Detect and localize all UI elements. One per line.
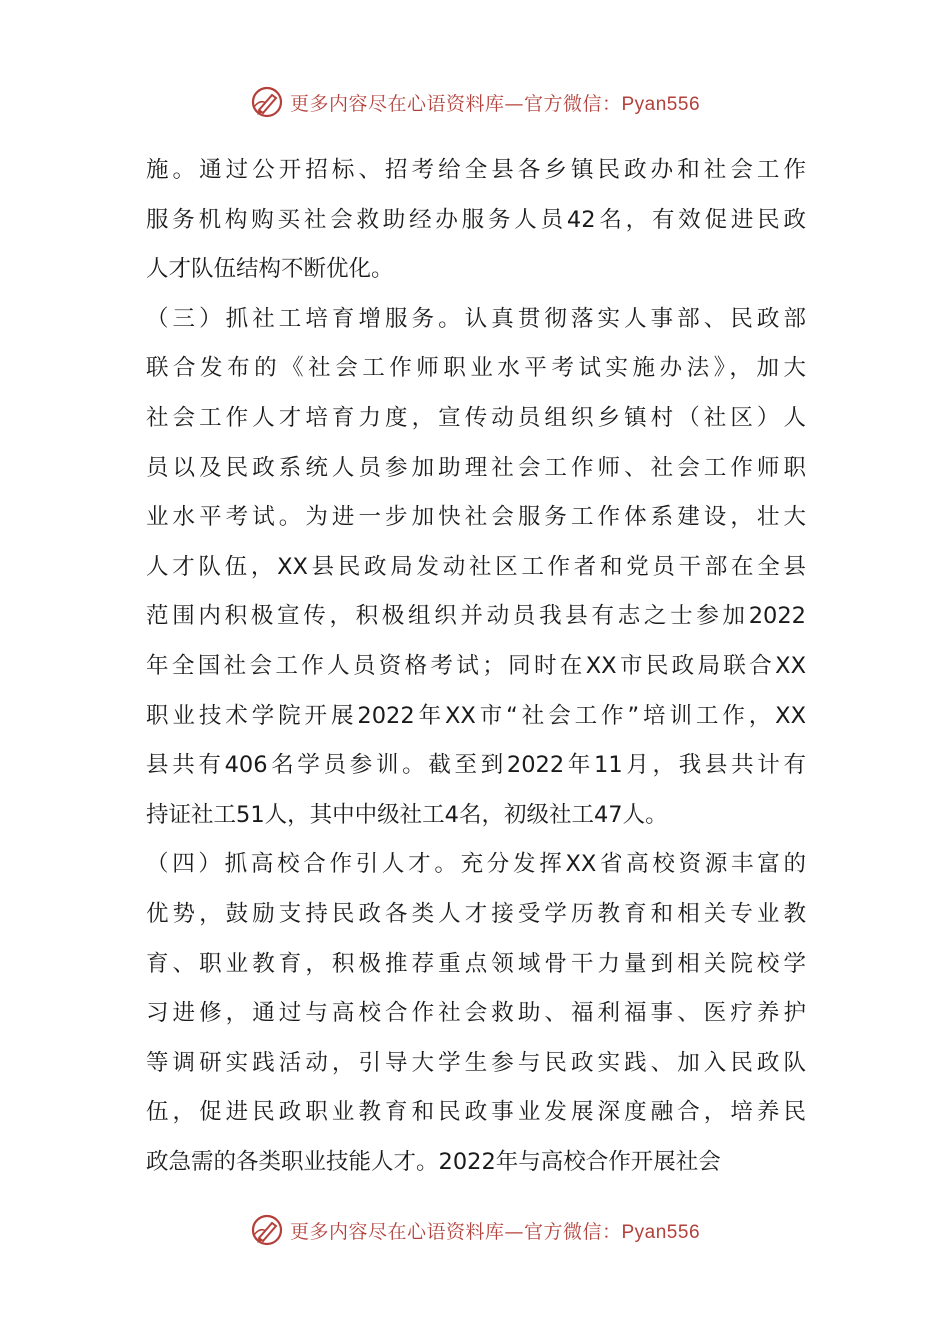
text-line: （四）抓高校合作引人才。充分发挥XX省高校资源丰富的 <box>146 851 806 878</box>
text-line: 伍，促进民政职业教育和民政事业发展深度融合，培养民 <box>146 1099 806 1126</box>
text-line: 持证社工51人，其中中级社工4名，初级社工47人。 <box>146 801 668 828</box>
watermark-text <box>290 89 700 116</box>
watermark-wechat-id: Pyan556 <box>621 1221 701 1243</box>
pen-logo-icon <box>250 1213 284 1247</box>
text-line: 政急需的各类职业技能人才。2022年与高校合作开展社会 <box>146 1148 721 1175</box>
pen-logo-icon <box>250 85 284 119</box>
footer-watermark <box>0 1210 950 1250</box>
text-line: 年全国社会工作人员资格考试；同时在XX市民政局联合XX <box>146 652 806 679</box>
text-line: 习进修，通过与高校合作社会救助、福利福事、医疗养护 <box>146 1000 806 1027</box>
text-line: 育、职业教育，积极推荐重点领域骨干力量到相关院校学 <box>146 950 806 977</box>
text-line: 人才队伍，XX县民政局发动社区工作者和党员干部在全县 <box>146 553 806 580</box>
text-line: 范围内积极宣传，积极组织并动员我县有志之士参加2022 <box>146 603 806 630</box>
text-line: 等调研实践活动，引导大学生参与民政实践、加入民政队 <box>146 1049 806 1076</box>
watermark-label: 更多内容尽在心语资料库—官方微信： <box>289 92 622 115</box>
text-line: 联合发布的《社会工作师职业水平考试实施办法》，加大 <box>146 355 806 382</box>
text-line: 施。通过公开招标、招考给全县各乡镇民政办和社会工作 <box>146 157 806 183</box>
text-line: 服务机构购买社会救助经办服务人员42名，有效促进民政 <box>146 206 806 233</box>
watermark-wechat-id: Pyan556 <box>621 93 701 115</box>
header-watermark <box>0 82 950 122</box>
paragraph <box>146 146 806 295</box>
text-line: 人才队伍结构不断优化。 <box>146 256 394 283</box>
watermark-label: 更多内容尽在心语资料库—官方微信： <box>289 1220 622 1243</box>
text-line: 社会工作人才培育力度，宣传动员组织乡镇村（社区）人 <box>146 404 806 431</box>
paragraph <box>146 295 806 841</box>
document-body <box>146 146 806 1187</box>
text-line: 业水平考试。为进一步加快社会服务工作体系建设，壮大 <box>146 504 806 531</box>
text-line: 县共有406名学员参训。截至到2022年11月，我县共计有 <box>146 752 806 779</box>
text-line: 员以及民政系统人员参加助理社会工作师、社会工作师职 <box>146 454 806 481</box>
paragraph <box>146 840 806 1187</box>
text-line: 职业技术学院开展2022年XX市“社会工作”培训工作，XX <box>146 702 806 729</box>
watermark-text <box>290 1217 700 1244</box>
text-line: 优势，鼓励支持民政各类人才接受学历教育和相关专业教 <box>146 900 806 927</box>
text-line: （三）抓社工培育增服务。认真贯彻落实人事部、民政部 <box>146 305 806 332</box>
